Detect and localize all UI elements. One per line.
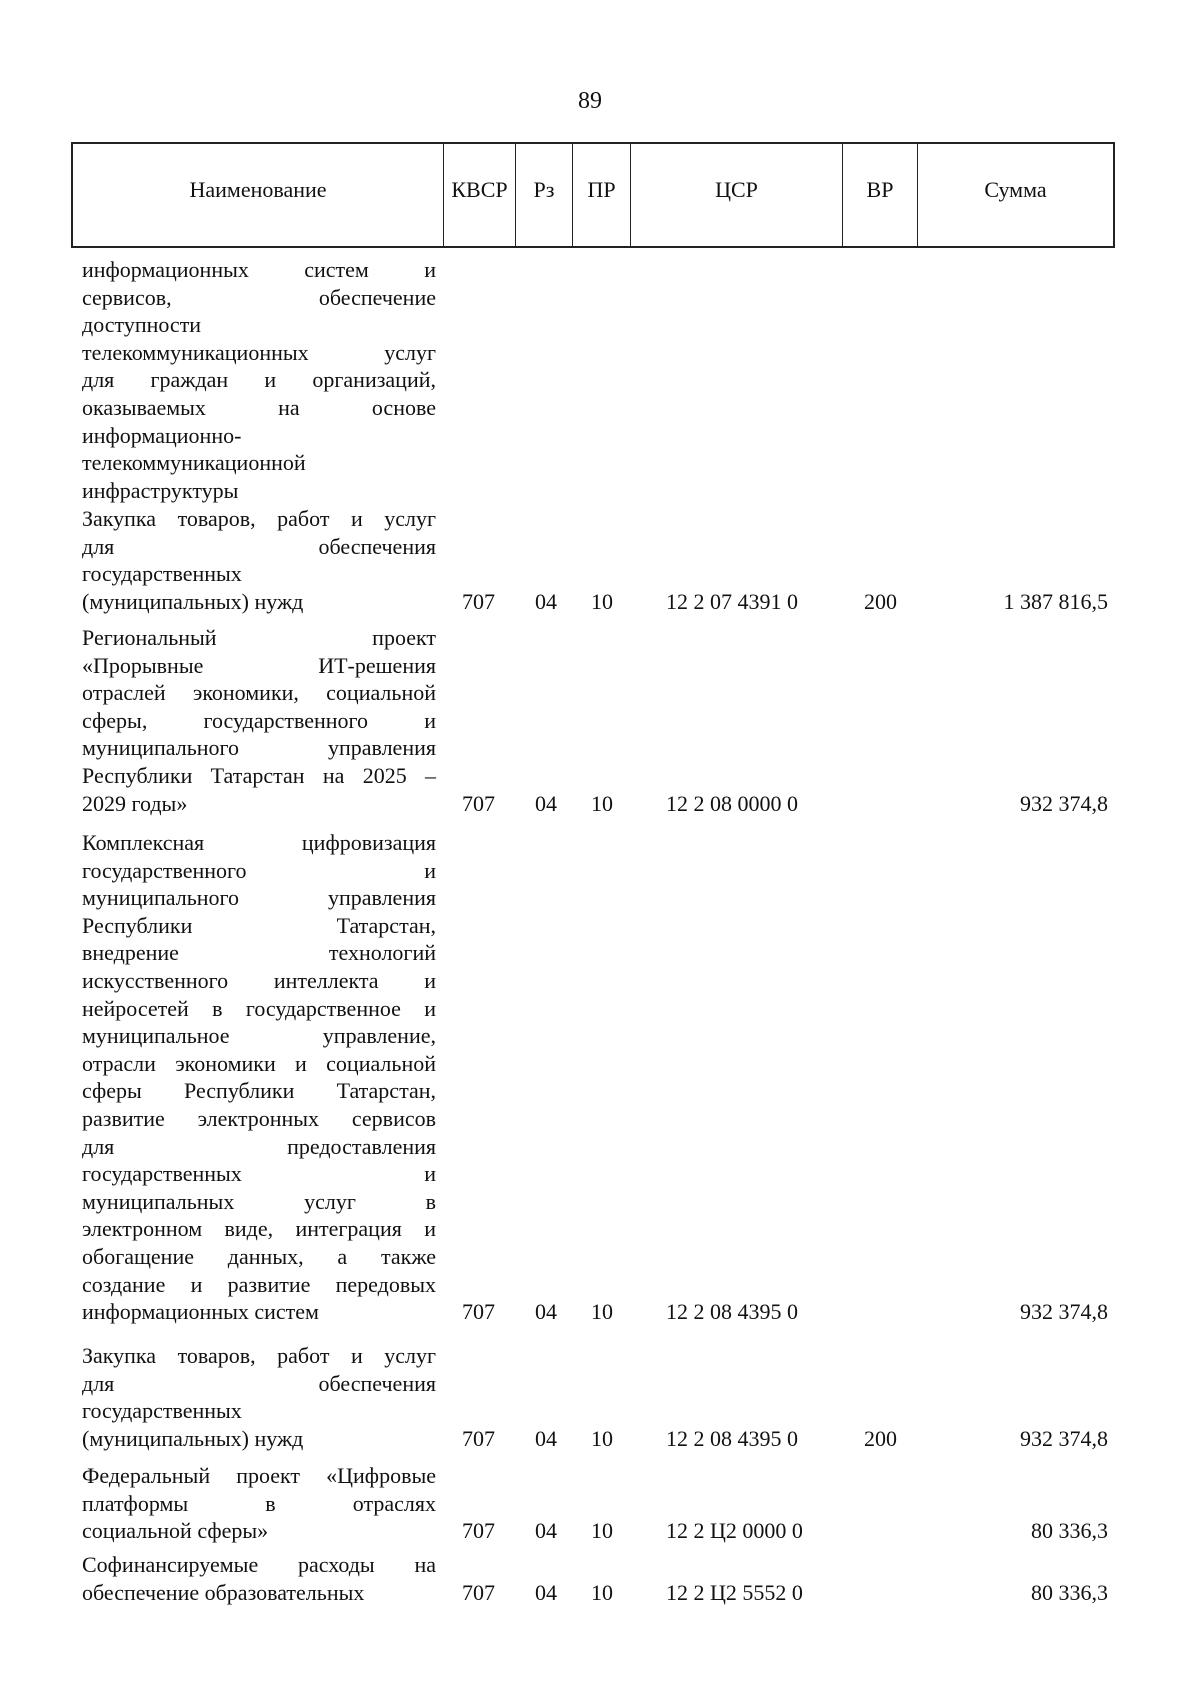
row-vr: 200 [864,588,897,614]
row-name-line: Софинансируемые расходы на [82,1552,436,1577]
row-csr: 12 2 08 4395 0 [666,1425,798,1451]
row-rz: 04 [535,1299,557,1325]
row-kvsr: 707 [462,1425,495,1451]
row-name-line: отраслей экономики, социальной [82,680,436,706]
row-pr: 10 [591,1425,613,1451]
row-name [82,505,436,615]
row-pr: 10 [591,790,613,816]
row-sum: 1 387 816,5 [1003,588,1108,614]
row-name-line: государственных [82,561,242,587]
row-rz: 04 [535,588,557,614]
table-header [71,142,1115,248]
row-name-line: инфраструктуры [82,477,239,503]
row-csr: 12 2 Ц2 5552 0 [666,1579,803,1605]
row-name-line: «Прорывные ИТ-решения [82,652,436,678]
row-name-line: для граждан и организаций, [82,367,436,393]
row-kvsr: 707 [462,1579,495,1605]
row-csr: 12 2 07 4391 0 [666,588,798,614]
row-name-line: государственных [82,1398,242,1424]
header-kvsr: КВСР [444,144,516,246]
row-name-line: сферы Республики Татарстан, [82,1078,436,1104]
row-name-line: 2029 годы» [82,790,188,816]
row-name-line: муниципальное управление, [82,1023,436,1049]
row-rz: 04 [535,1425,557,1451]
row-name-line: информационно- [82,422,242,448]
row-name-line: информационных систем [82,1299,319,1325]
row-name-line: отрасли экономики и социальной [82,1050,436,1076]
row-sum: 80 336,3 [1031,1518,1108,1544]
row-kvsr: 707 [462,790,495,816]
row-name [82,1462,436,1545]
row-name-line: муниципального управления [82,885,436,911]
row-name-line: Региональный проект [82,625,436,650]
row-name-line: телекоммуникационных услуг [82,339,436,365]
row-pr: 10 [591,1299,613,1325]
row-name-line: сервисов, обеспечение [82,284,436,310]
row-name-line: нейросетей в государственное и [82,995,436,1021]
row-kvsr: 707 [462,1299,495,1325]
row-pr: 10 [591,1518,613,1544]
row-name-line: создание и развитие передовых [82,1271,436,1297]
row-name-line: развитие электронных сервисов [82,1105,436,1131]
row-name [82,624,436,817]
row-name-line: сферы, государственного и [82,707,436,733]
row-name-line: электронном виде, интеграция и [82,1216,436,1242]
row-name-line: информационных систем и [82,257,436,282]
row-name-line: для обеспечения [82,1370,436,1396]
row-name-line: обеспечение образовательных [82,1579,365,1605]
row-rz: 04 [535,1579,557,1605]
row-name-line: (муниципальных) нужд [82,1425,304,1451]
row-rz: 04 [535,1518,557,1544]
page-number: 89 [578,88,602,114]
row-name-line: Комплексная цифровизация [82,830,436,855]
row-name-line: для предоставления [82,1133,436,1159]
row-sum: 80 336,3 [1031,1579,1108,1605]
row-name-line: Закупка товаров, работ и услуг [82,1343,436,1368]
row-name-line: телекоммуникационной [82,450,306,476]
row-name-line: доступности [82,312,202,338]
row-pr: 10 [591,1579,613,1605]
row-name [82,256,436,504]
row-name-line: платформы в отраслях [82,1490,436,1516]
row-csr: 12 2 Ц2 0000 0 [666,1518,803,1544]
row-name-line: муниципальных услуг в [82,1188,436,1214]
row-name-line: Республики Татарстан на 2025 – [82,762,436,788]
row-name-line: для обеспечения [82,533,436,559]
row-name-line: искусственного интеллекта и [82,967,436,993]
row-csr: 12 2 08 0000 0 [666,790,798,816]
header-pr: ПР [573,144,631,246]
row-name-line: Республики Татарстан, [82,912,436,938]
row-name-line: социальной сферы» [82,1518,269,1544]
row-name [82,1551,436,1606]
header-name: Наименование [73,144,444,246]
row-name-line: внедрение технологий [82,940,436,966]
row-vr: 200 [864,1425,897,1451]
row-name [82,829,436,1326]
row-csr: 12 2 08 4395 0 [666,1299,798,1325]
row-name-line: государственных и [82,1161,436,1187]
row-sum: 932 374,8 [1020,790,1108,816]
row-name-line: (муниципальных) нужд [82,588,304,614]
row-name-line: Федеральный проект «Цифровые [82,1463,436,1488]
header-vr: ВР [843,144,918,246]
row-sum: 932 374,8 [1020,1425,1108,1451]
row-name [82,1342,436,1452]
header-sum: Сумма [984,177,1047,202]
row-pr: 10 [591,588,613,614]
row-name-line: Закупка товаров, работ и услуг [82,506,436,531]
header-rz: Рз [516,144,573,246]
row-sum: 932 374,8 [1020,1299,1108,1325]
row-name-line: обогащение данных, а также [82,1243,436,1269]
row-name-line: оказываемых на основе [82,394,436,420]
row-name-line: государственного и [82,857,436,883]
row-rz: 04 [535,790,557,816]
row-kvsr: 707 [462,1518,495,1544]
row-name-line: муниципального управления [82,735,436,761]
row-kvsr: 707 [462,588,495,614]
header-csr: ЦСР [631,144,843,246]
